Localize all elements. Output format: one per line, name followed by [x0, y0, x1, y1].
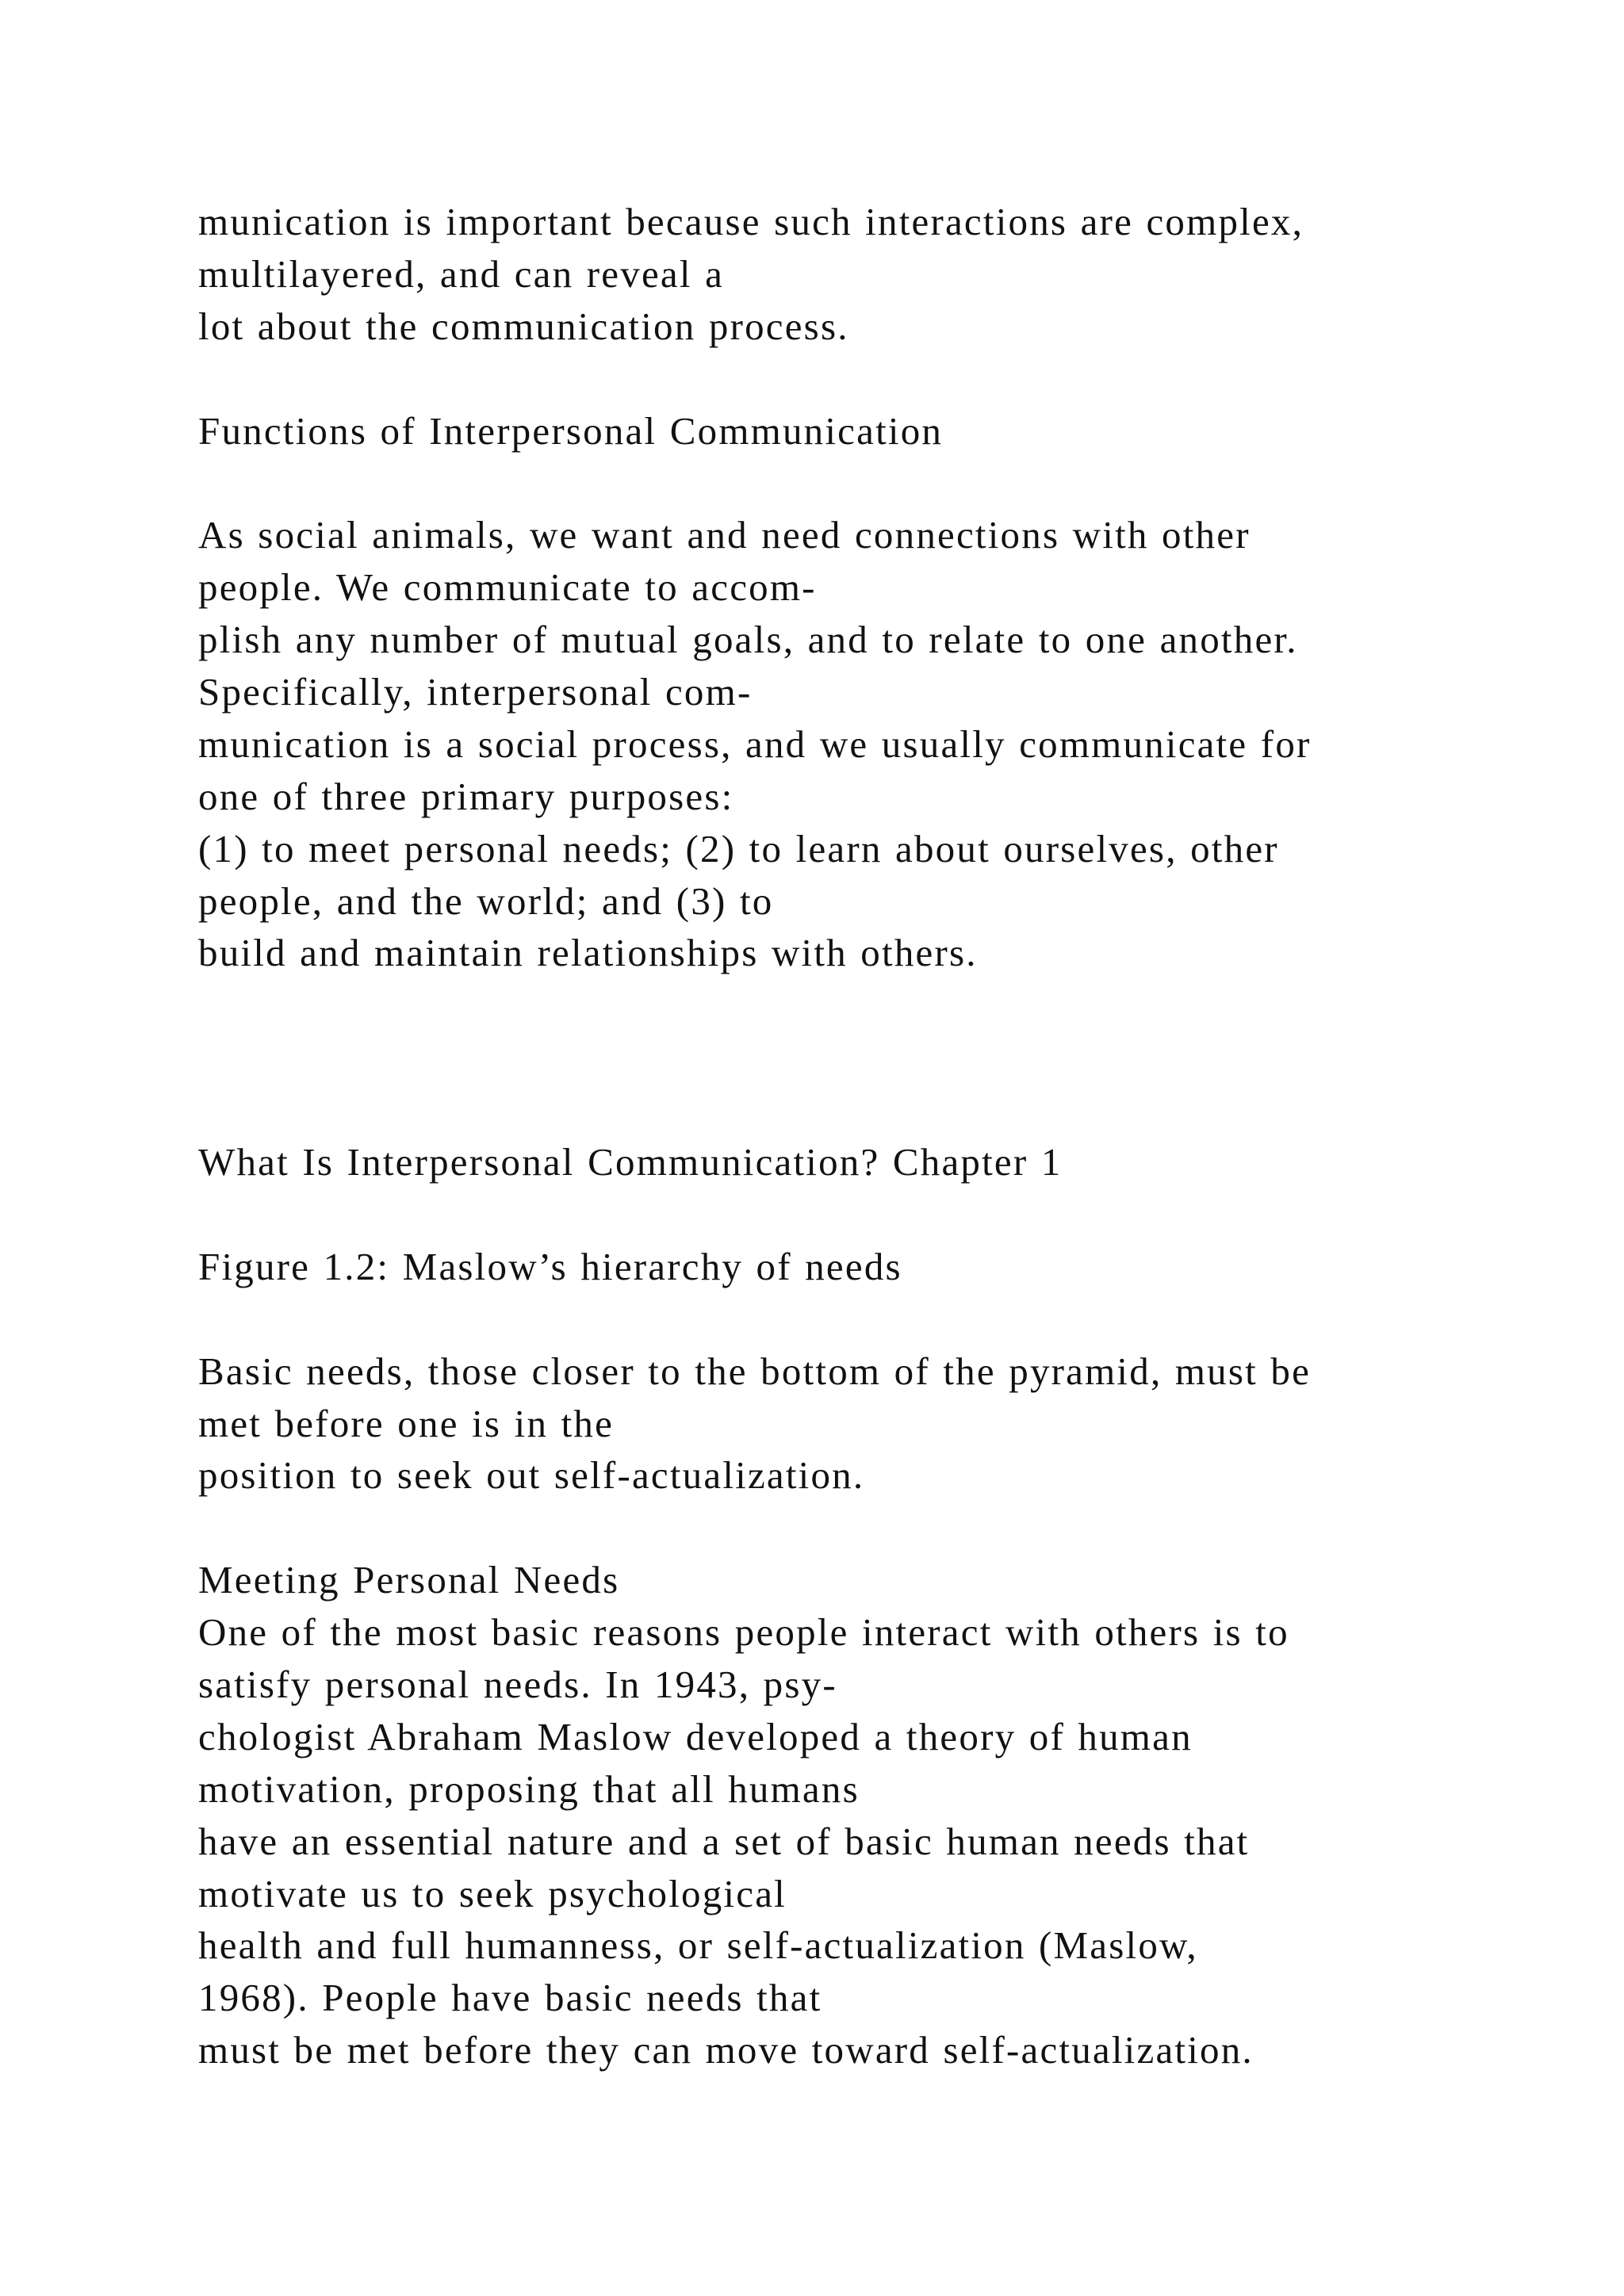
text-line: have an essential nature and a set of basic human needs that [198, 1819, 1250, 1863]
text-line: As social animals, we want and need connections with other [198, 513, 1251, 557]
text-line: must be met before they can move toward self-actualization. [198, 2028, 1254, 2072]
document-text [198, 196, 1562, 2076]
text-line: met before one is in the [198, 1401, 615, 1445]
text-line: 1968). People have basic needs that [198, 1976, 822, 2020]
text-line: motivate us to seek psychological [198, 1871, 787, 1915]
paragraph-functions [198, 509, 1562, 979]
text-line: position to seek out self-actualization. [198, 1453, 865, 1498]
paragraph-intro [198, 196, 1562, 353]
paragraph-meeting-needs [198, 1606, 1562, 2076]
text-line: Specifically, interpersonal com- [198, 670, 753, 714]
text-line: chologist Abraham Maslow developed a theory of human [198, 1714, 1193, 1758]
text-line: one of three primary purposes: [198, 774, 734, 818]
text-line: (1) to meet personal needs; (2) to learn about ourselves, other [198, 826, 1279, 871]
text-line: multilayered, and can reveal a [198, 251, 725, 296]
text-line: people. We communicate to accom- [198, 565, 817, 610]
text-line: Basic needs, those closer to the bottom of the pyramid, must be [198, 1349, 1312, 1393]
spacer [198, 353, 1562, 405]
running-head: What Is Interpersonal Communication? Chapter 1 [198, 1140, 1063, 1184]
figure-note [198, 1345, 1562, 1502]
text-line: health and full humanness, or self-actualization (Maslow, [198, 1923, 1198, 1968]
spacer [198, 1502, 1562, 1554]
text-line: munication is a social process, and we usually communicate for [198, 721, 1312, 766]
text-line: motivation, proposing that all humans [198, 1766, 860, 1811]
spacer [198, 457, 1562, 509]
text-line: people, and the world; and (3) to [198, 878, 774, 923]
spacer [198, 979, 1562, 1136]
text-line: munication is important because such interactions are complex, [198, 200, 1304, 243]
text-line: build and maintain relationships with others. [198, 931, 978, 975]
section-heading-functions: Functions of Interpersonal Communication [198, 408, 944, 453]
figure-caption: Figure 1.2: Maslow’s hierarchy of needs [198, 1244, 902, 1288]
text-line: lot about the communication process. [198, 304, 849, 348]
section-heading-meeting-needs: Meeting Personal Needs [198, 1558, 620, 1602]
text-line: satisfy personal needs. In 1943, psy- [198, 1662, 837, 1706]
text-line: plish any number of mutual goals, and to relate to one another. [198, 618, 1298, 662]
text-line: One of the most basic reasons people interact with others is to [198, 1610, 1289, 1655]
spacer [198, 1188, 1562, 1241]
spacer [198, 1293, 1562, 1345]
